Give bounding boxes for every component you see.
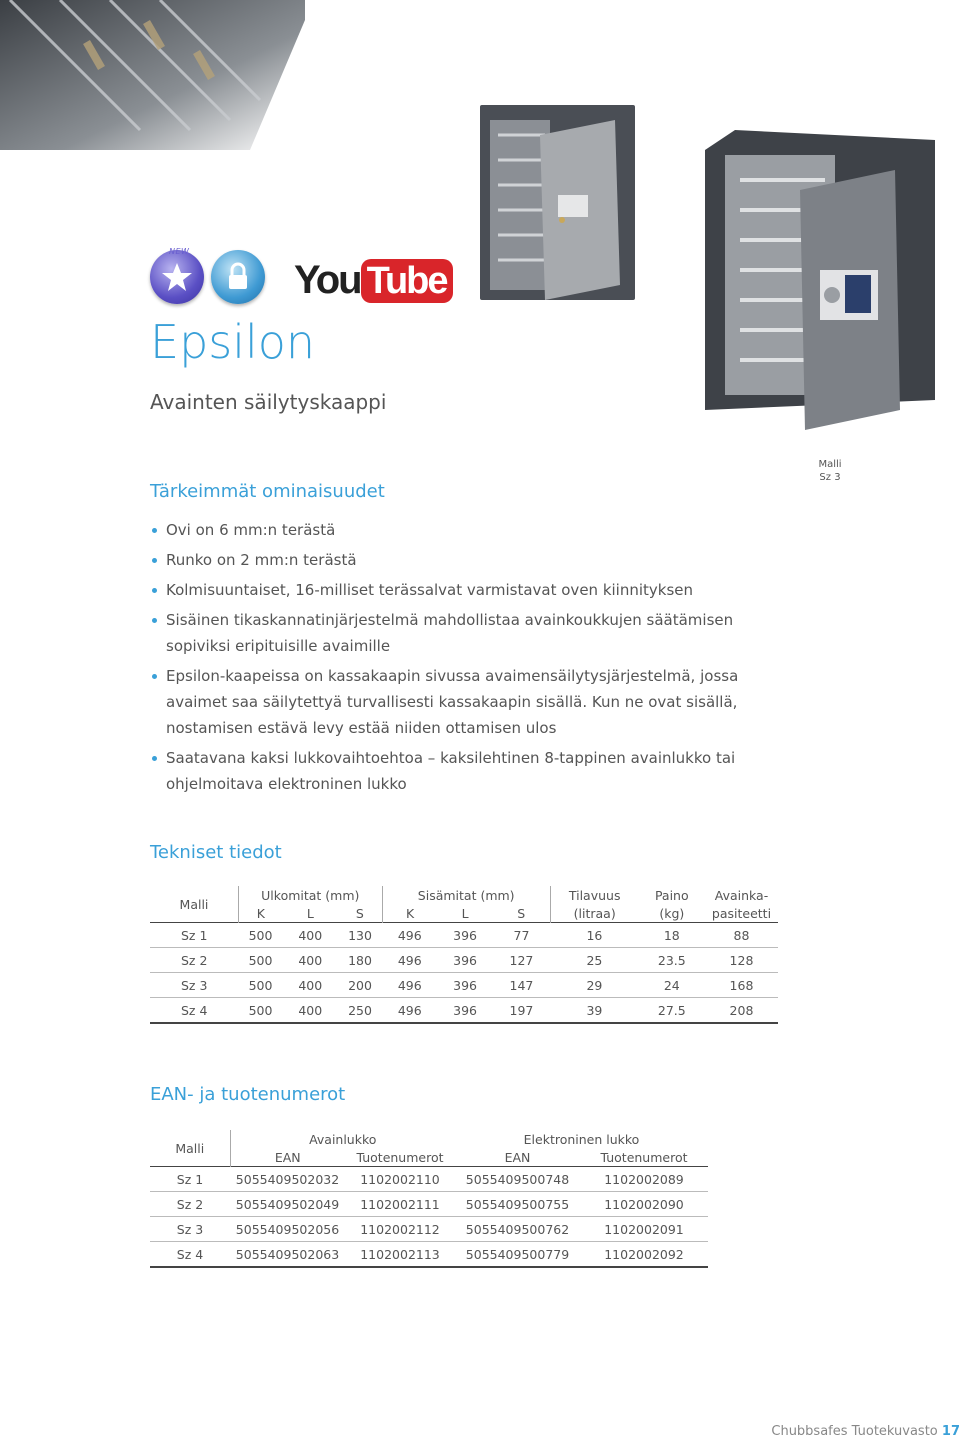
cell: 200 [338, 973, 382, 998]
col-group-electronic: Elektroninen lukko [523, 1131, 640, 1147]
image-caption-label: Malli [818, 459, 842, 470]
col-outer-l: L [306, 905, 314, 921]
cell: Sz 3 [150, 1217, 230, 1242]
cell: 29 [550, 973, 638, 998]
badge-star [150, 250, 204, 304]
image-caption [800, 458, 860, 484]
page-subtitle: Avainten säilytyskaappi [150, 390, 387, 414]
cell: 1102002092 [580, 1242, 708, 1268]
table-row [150, 998, 778, 1024]
page-title: Epsilon [150, 315, 316, 369]
star-icon [150, 250, 204, 304]
cell: 496 [382, 948, 437, 973]
table-row [150, 1217, 708, 1242]
cell: 496 [382, 998, 437, 1024]
cell: 127 [493, 948, 550, 973]
cell: Sz 2 [150, 1192, 230, 1217]
cell: 1102002112 [345, 1217, 455, 1242]
cell: 24 [639, 973, 705, 998]
cell: 400 [283, 998, 338, 1024]
cell: 5055409502063 [230, 1242, 345, 1268]
cell: 5055409502056 [230, 1217, 345, 1242]
col-weight-unit: (kg) [659, 905, 685, 921]
col-inner-k: K [382, 904, 437, 923]
cell: 197 [493, 998, 550, 1024]
page-number: 17 [941, 1424, 960, 1439]
footer-text: Chubbsafes Tuotekuvasto [771, 1424, 938, 1439]
features-heading: Tärkeimmät ominaisuudet [150, 481, 385, 502]
col-group-keylock: Avainlukko [230, 1130, 455, 1148]
cell: 5055409500748 [455, 1167, 580, 1192]
header-photo [0, 0, 305, 150]
col-capacity: Avainka- [714, 887, 769, 903]
safe-image-large [695, 130, 935, 430]
image-caption-model: Sz 3 [819, 472, 841, 483]
col-group-outer: Ulkomitat (mm) [238, 886, 382, 904]
cell: Sz 2 [150, 948, 238, 973]
table-row [150, 1167, 708, 1192]
cell: 128 [705, 948, 778, 973]
cell: Sz 1 [150, 1167, 230, 1192]
cell: 396 [437, 923, 492, 948]
cell: 500 [238, 998, 282, 1024]
col-inner-l: L [461, 905, 469, 921]
cell: 500 [238, 923, 282, 948]
cell: 500 [238, 973, 282, 998]
col-weight: Paino [654, 887, 689, 903]
cell: 39 [550, 998, 638, 1024]
list-item: Kolmisuuntaiset, 16-milliset terässalvat varmistavat oven kiinnityksen [150, 577, 790, 603]
cell: 23.5 [639, 948, 705, 973]
safe-image-small [470, 100, 640, 305]
cell: 1102002091 [580, 1217, 708, 1242]
cell: 1102002111 [345, 1192, 455, 1217]
cell: 77 [493, 923, 550, 948]
features-list [150, 517, 790, 801]
col-outer-s: S [355, 905, 364, 921]
col-capacity-2: pasiteetti [711, 905, 772, 921]
cell: 1102002113 [345, 1242, 455, 1268]
cell: 1102002089 [580, 1167, 708, 1192]
cell: Sz 1 [150, 923, 238, 948]
table-row [150, 923, 778, 948]
list-item: Runko on 2 mm:n terästä [150, 547, 790, 573]
table-row [150, 1242, 708, 1268]
cell: 5055409500779 [455, 1242, 580, 1268]
youtube-logo-you: You [294, 258, 361, 302]
cell: 5055409502032 [230, 1167, 345, 1192]
col-key-ean: EAN [230, 1148, 345, 1167]
badge-new-label: NEW [169, 247, 190, 256]
cell: 88 [705, 923, 778, 948]
cell: 400 [283, 948, 338, 973]
tech-table [150, 886, 778, 1024]
cell: 130 [338, 923, 382, 948]
table-row [150, 973, 778, 998]
cell: 496 [382, 923, 437, 948]
cell: 208 [705, 998, 778, 1024]
col-model: Malli [179, 896, 209, 912]
cell: 5055409502049 [230, 1192, 345, 1217]
col-elec-ean: EAN [504, 1149, 531, 1165]
badge-lock [211, 250, 265, 304]
cell: 5055409500762 [455, 1217, 580, 1242]
cell: 400 [283, 923, 338, 948]
cell: 1102002090 [580, 1192, 708, 1217]
cell: 147 [493, 973, 550, 998]
cell: 396 [437, 973, 492, 998]
cell: 250 [338, 998, 382, 1024]
cell: 400 [283, 973, 338, 998]
cell: 500 [238, 948, 282, 973]
cell: 16 [550, 923, 638, 948]
cell: 180 [338, 948, 382, 973]
padlock-icon [211, 250, 265, 304]
cell: 496 [382, 973, 437, 998]
col-elec-product: Tuotenumerot [600, 1149, 688, 1165]
list-item: Ovi on 6 mm:n terästä [150, 517, 790, 543]
ean-heading: EAN- ja tuotenumerot [150, 1084, 346, 1105]
cell: 1102002110 [345, 1167, 455, 1192]
cell: 168 [705, 973, 778, 998]
cell: 396 [437, 948, 492, 973]
footer [771, 1424, 960, 1439]
col-model: Malli [175, 1140, 205, 1156]
cell: 396 [437, 998, 492, 1024]
list-item: Epsilon-kaapeissa on kassakaapin sivussa avaimensäilytysjärjestelmä, jossa avaimet saa säilytettyä turvallisesti kassakaapin sisällä. Kun ne ovat sisällä, nostamisen estävä levy estää niiden ottamisen ulos [150, 663, 790, 741]
col-key-product: Tuotenumerot [356, 1149, 444, 1165]
cell: 5055409500755 [455, 1192, 580, 1217]
list-item: Saatavana kaksi lukkovaihtoehtoa – kaksilehtinen 8-tappinen avainlukko tai ohjelmoitava elektroninen lukko [150, 745, 790, 797]
col-outer-k: K [238, 904, 282, 923]
cell: 27.5 [639, 998, 705, 1024]
table-row [150, 948, 778, 973]
ean-table [150, 1130, 708, 1268]
cell: Sz 3 [150, 973, 238, 998]
cell: Sz 4 [150, 1242, 230, 1268]
col-volume-unit: (litraa) [550, 904, 638, 923]
cell: 18 [639, 923, 705, 948]
table-row [150, 1192, 708, 1217]
tech-heading: Tekniset tiedot [150, 842, 282, 863]
list-item: Sisäinen tikaskannatinjärjestelmä mahdollistaa avainkoukkujen säätämisen sopiviksi eripituisille avaimille [150, 607, 790, 659]
cell: 25 [550, 948, 638, 973]
youtube-logo-tube: Tube [361, 259, 453, 303]
col-volume: Tilavuus [550, 886, 638, 904]
youtube-logo[interactable] [294, 258, 453, 303]
col-group-inner: Sisämitat (mm) [382, 886, 550, 904]
col-inner-s: S [517, 905, 526, 921]
cell: Sz 4 [150, 998, 238, 1024]
